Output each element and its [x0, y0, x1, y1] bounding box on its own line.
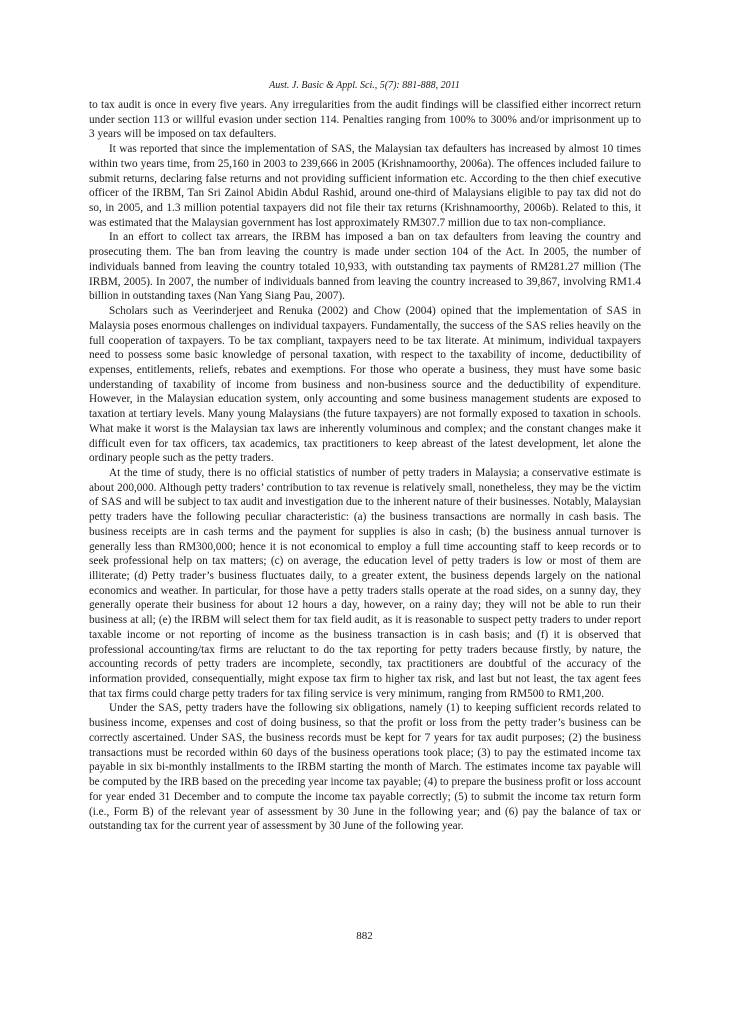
paragraph-petty-traders: At the time of study, there is no official statistics of number of petty traders in Malaysia; a conservative estimate is about 200,000. Although petty traders’ contribution to tax revenue is relatively small, nonetheless, they may be the victim of SAS and will be subject to tax audit and investigation due to the inherent nature of their businesses. Notably, Malaysian petty traders have the following peculiar characteristic: (a) the business transactions are normally in cash basis. The business receipts are in cash terms and the payment for supplies is also in cash; (b) the business annual turnover is generally less than RM300,000; hence it is not economical to employ a full time accounting staff to keep records or to seek professional help on tax matters; (c) on average, the education level of petty traders is low or most of them are illiterate; (d) Petty trader’s business fluctuates daily, to a greater extent, the business depends largely on the national economics and weather. In particular, for those have a petty traders stalls operate at the road sides, on a sunny day, they generally operate their business for about 12 hours a day, however, on a rainy day; they will not be able to run their business at all; (e) the IRBM will select them for tax field audit, as it is reasonable to suspect petty traders to under report taxable income or not reporting of income as the business transaction is in cash basis; and (f) it is observed that professional accounting/tax firms are reluctant to do the tax reporting for petty traders because firstly, by nature, the accounting records of petty traders are incomplete, secondly, tax practitioners are doubtful of the accuracy of the information provided, consequentially, might expose tax firm to higher tax risk, and last but not least, the tax agent fees that tax firms could charge petty traders for tax filing service is very minimum, ranging from RM500 to RM1,200. — [89, 466, 641, 700]
paragraph-continuation: to tax audit is once in every five years. Any irregularities from the audit findings will be classified either incorrect return under section 113 or willful evasion under section 114. Penalties ranging from 100% to 300% and/or imprisonment up to 3 years will be imposed on tax defaulters. — [89, 99, 641, 141]
body-text — [89, 98, 641, 834]
paragraph-scholars: Scholars such as Veerinderjeet and Renuka (2002) and Chow (2004) opined that the implementation of SAS in Malaysia poses enormous challenges on individual taxpayers. Fundamentally, the success of the SAS relies heavily on the full cooperation of taxpayers. To be tax compliant, taxpayers need to be tax literate. At minimum, individual taxpayers need to possess some basic knowledge of personal taxation, with respect to the taxability of income, deductibility of expenses, entitlements, reliefs, rebates and exemptions. For those who operate a business, they must have some basic understanding of taxability of income from business and non-business source and the deductibility of expenditure. However, in the Malaysian education system, only accounting and some business management students are exposed to taxation at tertiary levels. Many young Malaysians (the future taxpayers) are not formally exposed to taxation in schools. What make it worst is the Malaysian tax laws are inherently voluminous and complex; and the constant changes make it difficult even for tax officers, tax academics, tax practitioners to keep abreast of the latest development, let alone the ordinary people such as the petty traders. — [89, 305, 641, 465]
running-head: Aust. J. Basic & Appl. Sci., 5(7): 881-888, 2011 — [269, 80, 460, 91]
page-number: 882 — [356, 930, 373, 942]
paragraph-obligations: Under the SAS, petty traders have the following six obligations, namely (1) to keeping sufficient records related to business income, expenses and cost of doing business, so that the profit or loss from the petty trader’s business can be correctly ascertained. Under SAS, the business records must be kept for 7 years for tax audit purposes; (2) the business transactions must be recorded within 60 days of the business operations took place; (3) to pay the estimated income tax payable in six bi-monthly installments to the IRBM starting the month of March. The estimates income tax payable will be computed by the IRB based on the preceding year income tax payable; (4) to prepare the business profit or loss account for year ended 31 December and to compute the income tax payable correctly; (5) to submit the income tax return form (i.e., Form B) of the relevant year of assessment by 30 June in the following year; and (6) pay the balance of tax or outstanding tax for the current year of assessment by 30 June of the following year. — [89, 702, 641, 833]
paragraph-tax-arrears: In an effort to collect tax arrears, the IRBM has imposed a ban on tax defaulters from leaving the country and prosecuting them. The ban from leaving the country is made under section 104 of the Act. In 2005, the number of individuals banned from leaving the country totaled 10,933, with outstanding tax payments of RM281.27 million (The IRBM, 2005). In 2007, the number of individuals banned from leaving the country increased to 39,867, involving RM1.4 billion in outstanding taxes (Nan Yang Siang Pau, 2007). — [89, 231, 641, 303]
paragraph-tax-defaulters: It was reported that since the implementation of SAS, the Malaysian tax defaulters has increased by almost 10 times within two years time, from 25,160 in 2003 to 239,666 in 2005 (Krishnamoorthy, 2006a). The offences included failure to submit returns, declaring false returns and not providing sufficient information etc. According to the then chief executive officer of the IRBM, Tan Sri Zainol Abidin Abdul Rashid, around one-third of Malaysians eligible to pay tax did not do so, in 2005, and 1.3 million potential taxpayers did not file their tax returns (Krishnamoorthy, 2006b). Related to this, it was estimated that the Malaysian government has lost approximately RM307.7 million due to tax non-compliance. — [89, 143, 641, 229]
